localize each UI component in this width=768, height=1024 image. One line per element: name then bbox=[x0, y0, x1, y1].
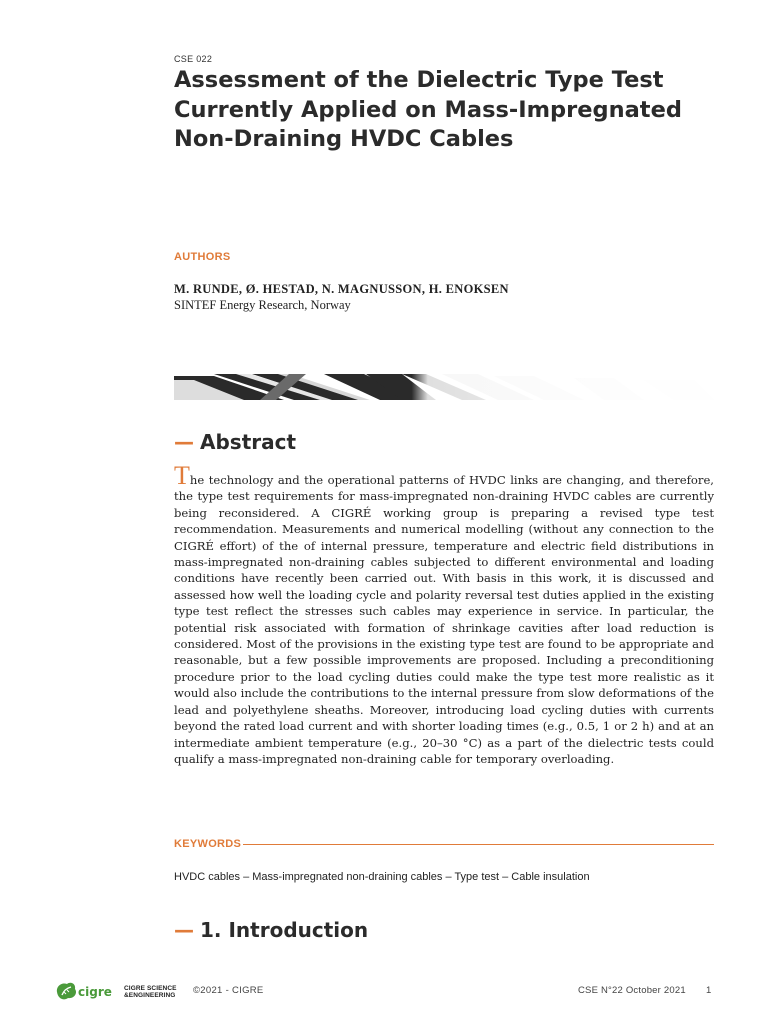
abstract-text: he technology and the operational patterns of HVDC links are changing, and therefore, the type test requirements for mass-impregnated non-draining HVDC cables are currently being reconsidered. A CIGRÉ working group is preparing a revised type test recommendation. Measurements and numerical modelling (without any connection to the CIGRÉ effort) of the of internal pressure, temperature and electric field distributions in mass-impregnated non-draining cables subjected to different environmental and loading conditions have recently been carried out. With basis in this work, it is discussed and assessed how well the loading cycle and polarity reversal test duties applied in the existing type test reflect the stresses such cables may experience in service. In particular, the potential risk associated with formation of shrinkage cavities after load reduction is considered. Most of the provisions in the existing type test are found to be appropriate and reasonable, but a few possible improvements are proposed. Including a preconditioning procedure prior to the load cycling duties could make the type test more realistic as it would also include the contributions to the internal pressure from slow deformations of the lead and polyethylene sheaths. Moreover, introducing load cycling duties with currents beyond the rated load current and with shorter loading times (e.g., 0.5, 1 or 2 h) and at an intermediate ambient temperature (e.g., 20–30 °C) as a part of the dielectric tests could qualify a mass-impregnated non-draining cable for temporary overloading. bbox=[174, 473, 714, 766]
introduction-heading-text: 1. Introduction bbox=[200, 918, 369, 942]
decorative-stripes bbox=[174, 374, 714, 400]
introduction-heading bbox=[174, 918, 368, 942]
cigre-logo bbox=[54, 980, 112, 1002]
author-names: M. RUNDE, Ø. HESTAD, N. MAGNUSSON, H. ENOKSEN bbox=[174, 282, 509, 296]
footer-issue: CSE N°22 October 2021 bbox=[578, 985, 686, 996]
cse-logo-line: &ENGINEERING bbox=[124, 992, 176, 999]
abstract-heading bbox=[174, 430, 296, 454]
keywords-rule bbox=[243, 844, 714, 845]
abstract-body bbox=[174, 461, 714, 767]
author-affiliation: SINTEF Energy Research, Norway bbox=[174, 298, 351, 312]
cse-logo bbox=[124, 985, 177, 999]
keywords-text: HVDC cables – Mass-impregnated non-draining cables – Type test – Cable insulation bbox=[174, 871, 590, 883]
cse-logo-line: CIGRE SCIENCE bbox=[124, 985, 177, 992]
title-line: Assessment of the Dielectric Type Test bbox=[174, 67, 664, 93]
paper-title bbox=[174, 66, 734, 155]
authors-heading: AUTHORS bbox=[174, 251, 231, 263]
paper-code: CSE 022 bbox=[174, 54, 213, 64]
keywords-heading-row bbox=[174, 838, 714, 850]
title-line: Currently Applied on Mass-Impregnated bbox=[174, 96, 682, 123]
logo-text: cigre bbox=[78, 985, 112, 999]
page-number: 1 bbox=[706, 985, 712, 996]
keywords-heading: KEYWORDS bbox=[174, 838, 242, 850]
accent-dash: — bbox=[174, 918, 194, 942]
accent-dash: — bbox=[174, 430, 194, 454]
abstract-heading-text: Abstract bbox=[200, 430, 297, 454]
dropcap: T bbox=[174, 461, 190, 490]
title-line: Non-Draining HVDC Cables bbox=[174, 126, 514, 152]
footer-copyright: ©2021 - CIGRE bbox=[193, 985, 264, 996]
